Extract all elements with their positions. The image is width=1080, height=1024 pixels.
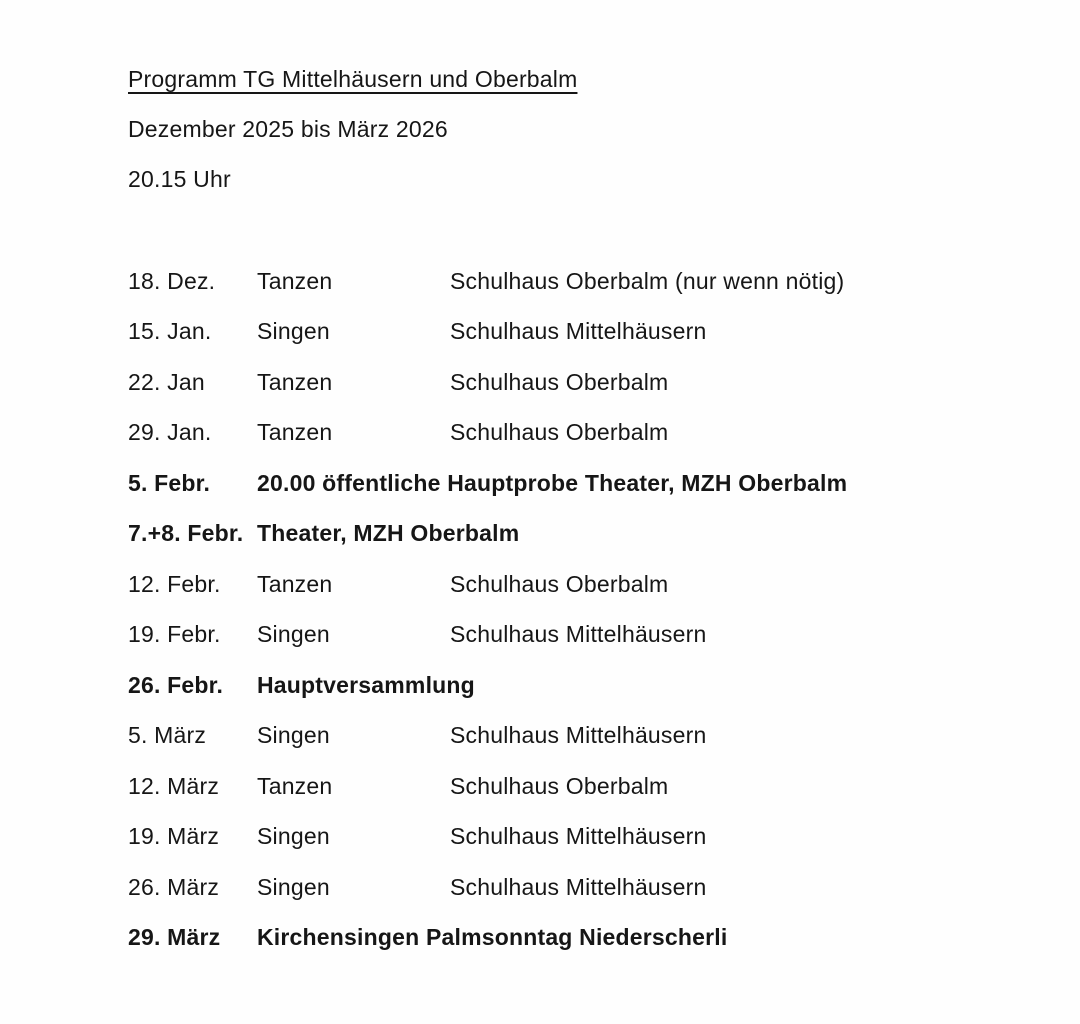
- event-activity: Tanzen: [257, 368, 333, 395]
- page-title-line: [128, 54, 1040, 104]
- event-location: Schulhaus Mittelhäusern: [450, 318, 707, 345]
- schedule-row: [128, 660, 1040, 711]
- schedule-row: [128, 812, 1040, 863]
- schedule-row: [128, 862, 1040, 913]
- schedule-row: [128, 458, 1040, 509]
- event-location: Schulhaus Mittelhäusern: [450, 722, 707, 749]
- schedule-row: [128, 307, 1040, 358]
- event-date: 12. März: [128, 772, 220, 799]
- schedule-row: [128, 256, 1040, 307]
- event-date: 5. März: [128, 722, 207, 749]
- event-activity: Singen: [257, 722, 330, 749]
- event-activity: Singen: [257, 318, 330, 345]
- event-activity: Singen: [257, 621, 330, 648]
- schedule-row: [128, 610, 1040, 661]
- event-location: Schulhaus Oberbalm: [450, 419, 669, 446]
- event-date: 22. Jan: [128, 368, 205, 395]
- event-date: 29. Jan.: [128, 419, 212, 446]
- event-location: Schulhaus Mittelhäusern: [450, 621, 707, 648]
- event-location: Schulhaus Mittelhäusern: [450, 823, 707, 850]
- event-date: 12. Febr.: [128, 570, 221, 597]
- event-activity: Tanzen: [257, 772, 333, 799]
- event-date: 7.+8. Febr.: [128, 520, 244, 547]
- event-location: Schulhaus Oberbalm: [450, 570, 669, 597]
- event-location: Schulhaus Oberbalm: [450, 368, 669, 395]
- event-activity: Singen: [257, 873, 330, 900]
- event-activity: Theater, MZH Oberbalm: [257, 520, 520, 547]
- schedule-row: [128, 408, 1040, 459]
- event-activity: Tanzen: [257, 419, 333, 446]
- schedule-row: [128, 913, 1040, 964]
- schedule-row: [128, 357, 1040, 408]
- event-date: 26. März: [128, 873, 220, 900]
- date-range-line: [128, 104, 1040, 154]
- event-date: 29. März: [128, 924, 221, 951]
- time-text: 20.15 Uhr: [128, 165, 231, 192]
- event-date: 19. März: [128, 823, 220, 850]
- date-range-text: Dezember 2025 bis März 2026: [128, 115, 448, 142]
- event-date: 5. Febr.: [128, 469, 211, 496]
- event-activity: Tanzen: [257, 570, 333, 597]
- header-spacer: [128, 204, 1040, 256]
- event-date: 19. Febr.: [128, 621, 221, 648]
- schedule-row: [128, 509, 1040, 560]
- schedule-list: [128, 256, 1040, 963]
- event-location: Schulhaus Mittelhäusern: [450, 873, 707, 900]
- event-activity: Tanzen: [257, 267, 333, 294]
- time-line: [128, 154, 1040, 204]
- event-activity: Kirchensingen Palmsonntag Niederscherli: [257, 924, 728, 951]
- schedule-row: [128, 711, 1040, 762]
- event-location: Schulhaus Oberbalm: [450, 772, 669, 799]
- schedule-row: [128, 761, 1040, 812]
- event-activity: Hauptversammlung: [257, 671, 475, 698]
- event-location: Schulhaus Oberbalm (nur wenn nötig): [450, 267, 845, 294]
- page-title: Programm TG Mittelhäusern und Oberbalm: [128, 65, 578, 92]
- event-activity: 20.00 öffentliche Hauptprobe Theater, MZH Oberbalm: [257, 469, 848, 496]
- event-date: 18. Dez.: [128, 267, 216, 294]
- event-activity: Singen: [257, 823, 330, 850]
- event-date: 15. Jan.: [128, 318, 212, 345]
- event-date: 26. Febr.: [128, 671, 224, 698]
- schedule-row: [128, 559, 1040, 610]
